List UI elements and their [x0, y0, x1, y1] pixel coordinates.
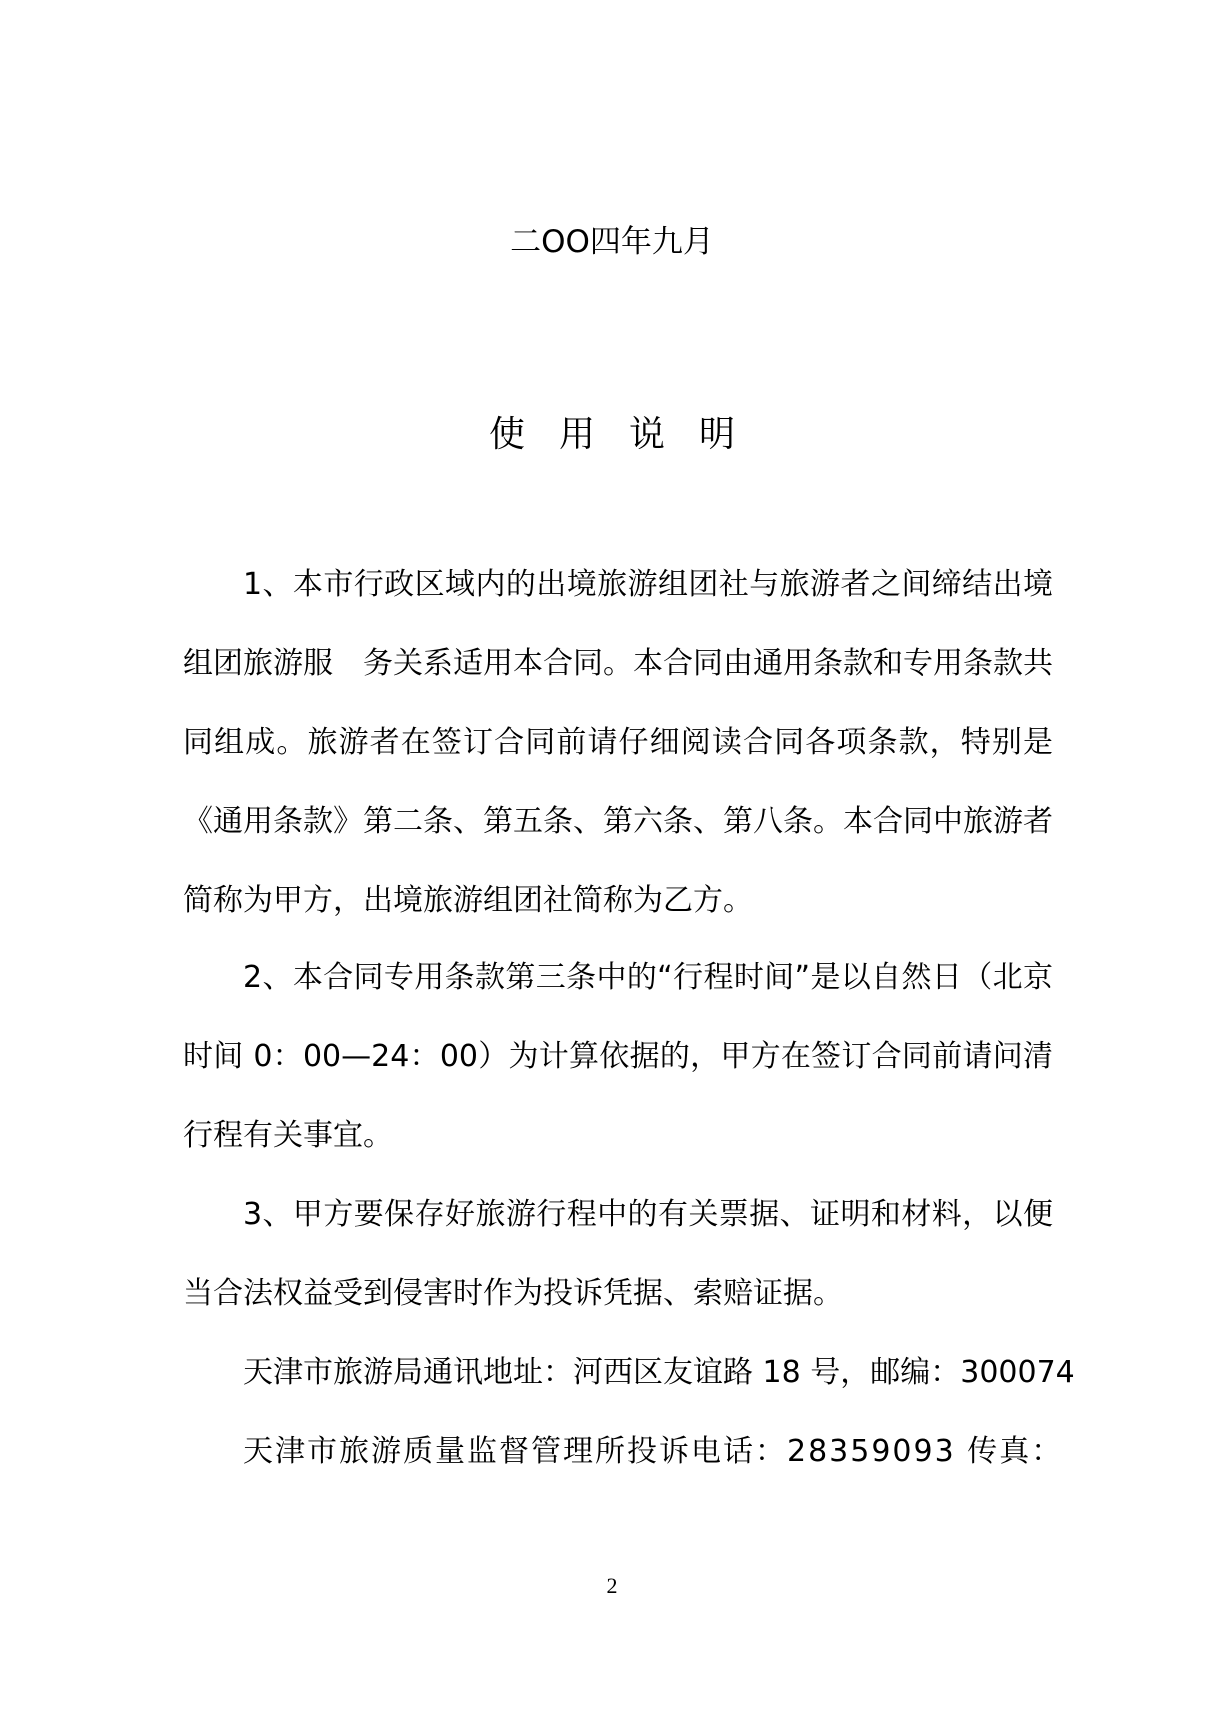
section-title: 使用说明 — [488, 414, 769, 455]
page-number: 2 — [606, 1573, 618, 1598]
contact-address: 天津市旅游局通讯地址：河西区友谊路 18 号，邮编：300074 — [243, 1355, 1075, 1390]
instruction-paragraph-1: 1、本市行政区域内的出境旅游组团社与旅游者之间缔结出境组团旅游服 务关系适用本合同。本合同由通用条款和专用条款共同组成。旅游者在签订合同前请仔细阅读合同各项条款，特别是《通用条款》第二条、第五条、第六条、第八条。本合同中旅游者简称为甲方，出境旅游组团社简称为乙方。 — [183, 567, 1053, 918]
contact-phone: 天津市旅游质量监督管理所投诉电话：28359093 传真： — [243, 1434, 1064, 1469]
instruction-paragraph-2: 2、本合同专用条款第三条中的“行程时间”是以自然日（北京时间 0：00—24：00）为计算依据的，甲方在签订合同前请问清行程有关事宜。 — [183, 960, 1053, 1153]
instruction-paragraph-3: 3、甲方要保存好旅游行程中的有关票据、证明和材料，以便当合法权益受到侵害时作为投诉凭据、索赔证据。 — [183, 1197, 1053, 1311]
document-date: 二OO四年九月 — [510, 224, 714, 260]
